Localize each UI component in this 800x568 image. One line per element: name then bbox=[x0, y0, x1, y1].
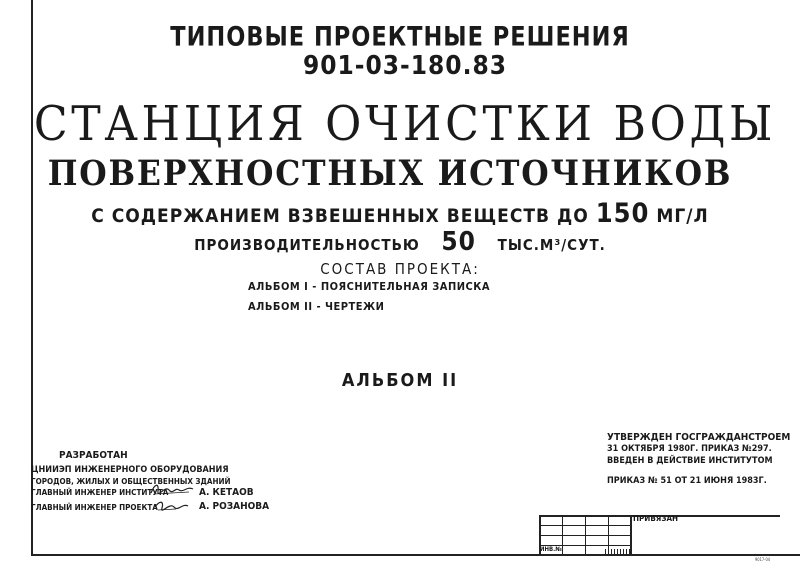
approval-line-3: ВВЕДЕН В ДЕЙСТВИЕ ИНСТИТУТОМ bbox=[607, 456, 773, 466]
series-number: 901-03-180.83 bbox=[302, 51, 508, 81]
composition-heading: СОСТАВ ПРОЕКТА: bbox=[320, 260, 480, 278]
title-line-3 bbox=[0, 198, 800, 229]
suspended-solids-label: С СОДЕРЖАНИЕМ ВЗВЕШЕННЫХ ВЕЩЕСТВ ДО bbox=[91, 205, 589, 227]
inventory-number-label: ИНВ.№ bbox=[540, 546, 562, 553]
chief-project-engineer-role: ГЛАВНЫЙ ИНЖЕНЕР ПРОЕКТА bbox=[31, 503, 158, 512]
attachment-label: ПРИВЯЗАН bbox=[633, 514, 679, 523]
approval-line-1: УТВЕРЖДЕН ГОСГРАЖДАНСТРОЕМ bbox=[607, 432, 791, 443]
album-title: АЛЬБОМ II bbox=[341, 370, 459, 391]
chief-engineer-role: ГЛАВНЫЙ ИНЖЕНЕР ИНСТИТУТА bbox=[31, 488, 169, 497]
title-line-1: СТАНЦИЯ ОЧИСТКИ ВОДЫ bbox=[33, 96, 777, 152]
title-line-4 bbox=[0, 227, 800, 257]
signature-chief-engineer bbox=[149, 481, 195, 497]
composition-album-2: АЛЬБОМ II - ЧЕРТЕЖИ bbox=[248, 300, 385, 313]
approval-line-2: 31 ОКТЯБРЯ 1980Г. ПРИКАЗ №297. bbox=[607, 444, 772, 454]
suspended-solids-unit: МГ/Л bbox=[656, 205, 709, 227]
capacity-value: 50 bbox=[441, 227, 476, 257]
enactment-order: ПРИКАЗ № 51 ОТ 21 ИЮНЯ 1983Г. bbox=[607, 476, 767, 486]
capacity-unit: ТЫС.М³/СУТ. bbox=[497, 236, 606, 254]
chief-project-engineer-name: А. РОЗАНОВА bbox=[199, 501, 270, 512]
developer-org-line-1: ЦНИИЭП ИНЖЕНЕРНОГО ОБОРУДОВАНИЯ bbox=[31, 465, 229, 475]
composition-album-1: АЛЬБОМ I - ПОЯСНИТЕЛЬНАЯ ЗАПИСКА bbox=[248, 280, 491, 293]
capacity-label: ПРОИЗВОДИТЕЛЬНОСТЬЮ bbox=[194, 236, 420, 254]
signature-chief-project-engineer bbox=[152, 497, 192, 513]
developer-org-line-2: ГОРОДОВ, ЖИЛЫХ И ОБЩЕСТВЕННЫХ ЗДАНИЙ bbox=[31, 477, 231, 486]
page-code: 9017-04 bbox=[755, 557, 771, 562]
suspended-solids-value: 150 bbox=[595, 198, 650, 229]
title-line-2: ПОВЕРХНОСТНЫХ ИСТОЧНИКОВ bbox=[47, 153, 733, 194]
developer-heading: РАЗРАБОТАН bbox=[59, 450, 128, 461]
series-label: ТИПОВЫЕ ПРОЕКТНЫЕ РЕШЕНИЯ bbox=[170, 21, 630, 52]
chief-engineer-name: А. КЕТАОВ bbox=[199, 487, 254, 498]
